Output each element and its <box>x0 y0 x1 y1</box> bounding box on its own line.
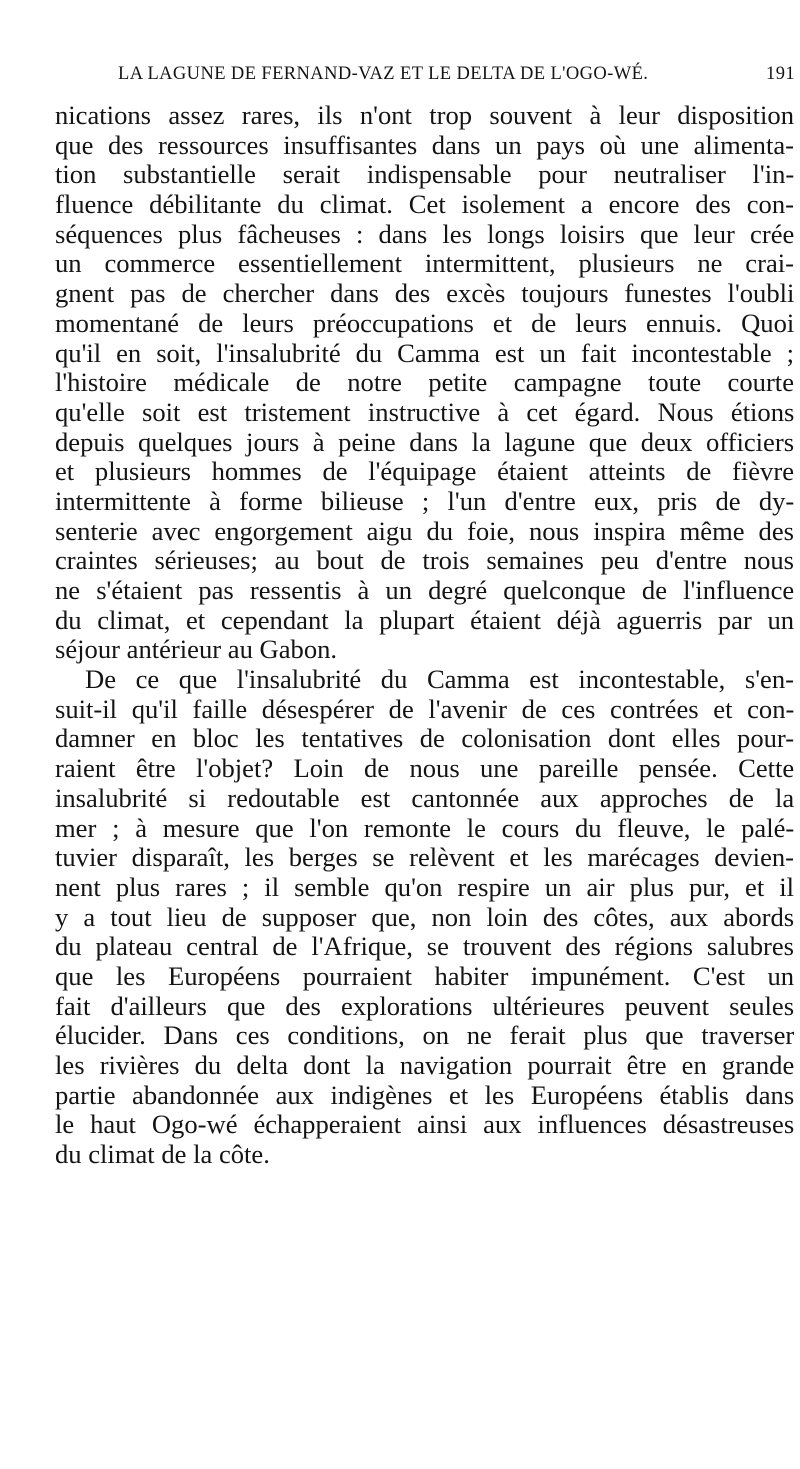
text-line: depuis quelques jours à peine dans la lagune que deux officiers <box>55 426 795 457</box>
text-line: raient être l'objet? Loin de nous une pareille pensée. Cette <box>55 753 795 784</box>
page-number: 191 <box>766 64 795 84</box>
text-line: ne s'étaient pas ressentis à un degré quelconque de l'influence <box>55 575 795 605</box>
text-line: gnent pas de chercher dans des excès toujours funestes l'oubli <box>55 278 795 309</box>
text-line: craintes sérieuses; au bout de trois semaines peu d'entre nous <box>55 545 795 576</box>
body-text <box>55 101 794 1170</box>
text-line: De ce que l'insalubrité du Camma est incontestable, s'en- <box>85 664 794 695</box>
text-line: séquences plus fâcheuses : dans les longs loisirs que leur crée <box>55 218 795 249</box>
text-line: et plusieurs hommes de l'équipage étaient atteints de fièvre <box>55 456 794 487</box>
text-line: élucider. Dans ces conditions, on ne ferait plus que traverser <box>55 1020 795 1051</box>
running-title: LA LAGUNE DE FERNAND-VAZ ET LE DELTA DE L'OGO-WÉ. <box>118 64 649 84</box>
text-line: fluence débilitante du climat. Cet isolement a encore des con- <box>55 189 794 220</box>
text-line: tion substantielle serait indispensable pour neutraliser l'in- <box>55 159 795 190</box>
paragraph-1 <box>55 101 794 665</box>
text-line: fait d'ailleurs que des explorations ultérieures peuvent seules <box>55 990 795 1021</box>
text-line: du climat de la côte. <box>55 1139 270 1170</box>
text-line: mer ; à mesure que l'on remonte le cours du fleuve, le palé- <box>55 812 795 843</box>
text-line: qu'elle soit est tristement instructive à cet égard. Nous étions <box>55 396 795 427</box>
text-line: suit-il qu'il faille désespérer de l'avenir de ces contrées et con- <box>55 693 795 724</box>
text-line: du plateau central de l'Afrique, se trouvent des régions salubres <box>55 931 794 962</box>
text-line: momentané de leurs préoccupations et de leurs ennuis. Quoi <box>55 307 795 338</box>
text-line: senterie avec engorgement aigu du foie, nous inspira même des <box>55 515 794 546</box>
text-line: l'histoire médicale de notre petite campagne toute courte <box>55 367 794 398</box>
text-line: du climat, et cependant la plupart étaient déjà aguerris par un <box>55 604 795 635</box>
text-line: intermittente à forme bilieuse ; l'un d'entre eux, pris de dy- <box>55 485 795 516</box>
text-line: insalubrité si redoutable est cantonnée aux approches de la <box>55 782 795 813</box>
text-line: qu'il en soit, l'insalubrité du Camma est un fait incontestable ; <box>55 337 794 368</box>
text-line: les rivières du delta dont la navigation pourrait être en grande <box>55 1050 795 1080</box>
text-line: séjour antérieur au Gabon. <box>55 634 338 665</box>
text-line: y a tout lieu de supposer que, non loin des côtes, aux abords <box>55 901 795 932</box>
text-line: le haut Ogo-wé échapperaient ainsi aux influences désastreuses <box>55 1109 795 1140</box>
text-line: partie abandonnée aux indigènes et les Européens établis dans <box>55 1079 795 1110</box>
text-line: tuvier disparaît, les berges se relèvent et les marécages devien- <box>55 842 795 873</box>
text-line: damner en bloc les tentatives de colonisation dont elles pour- <box>55 723 795 754</box>
text-line: que des ressources insuffisantes dans un pays où une alimenta- <box>55 129 794 160</box>
text-line: que les Européens pourraient habiter impunément. C'est un <box>55 960 795 991</box>
running-head <box>118 60 795 88</box>
text-line: un commerce essentiellement intermittent, plusieurs ne crai- <box>55 248 794 279</box>
text-line: nications assez rares, ils n'ont trop souvent à leur disposition <box>55 100 794 130</box>
text-line: nent plus rares ; il semble qu'on respire un air plus pur, et il <box>55 871 795 902</box>
paragraph-2 <box>55 665 794 1170</box>
